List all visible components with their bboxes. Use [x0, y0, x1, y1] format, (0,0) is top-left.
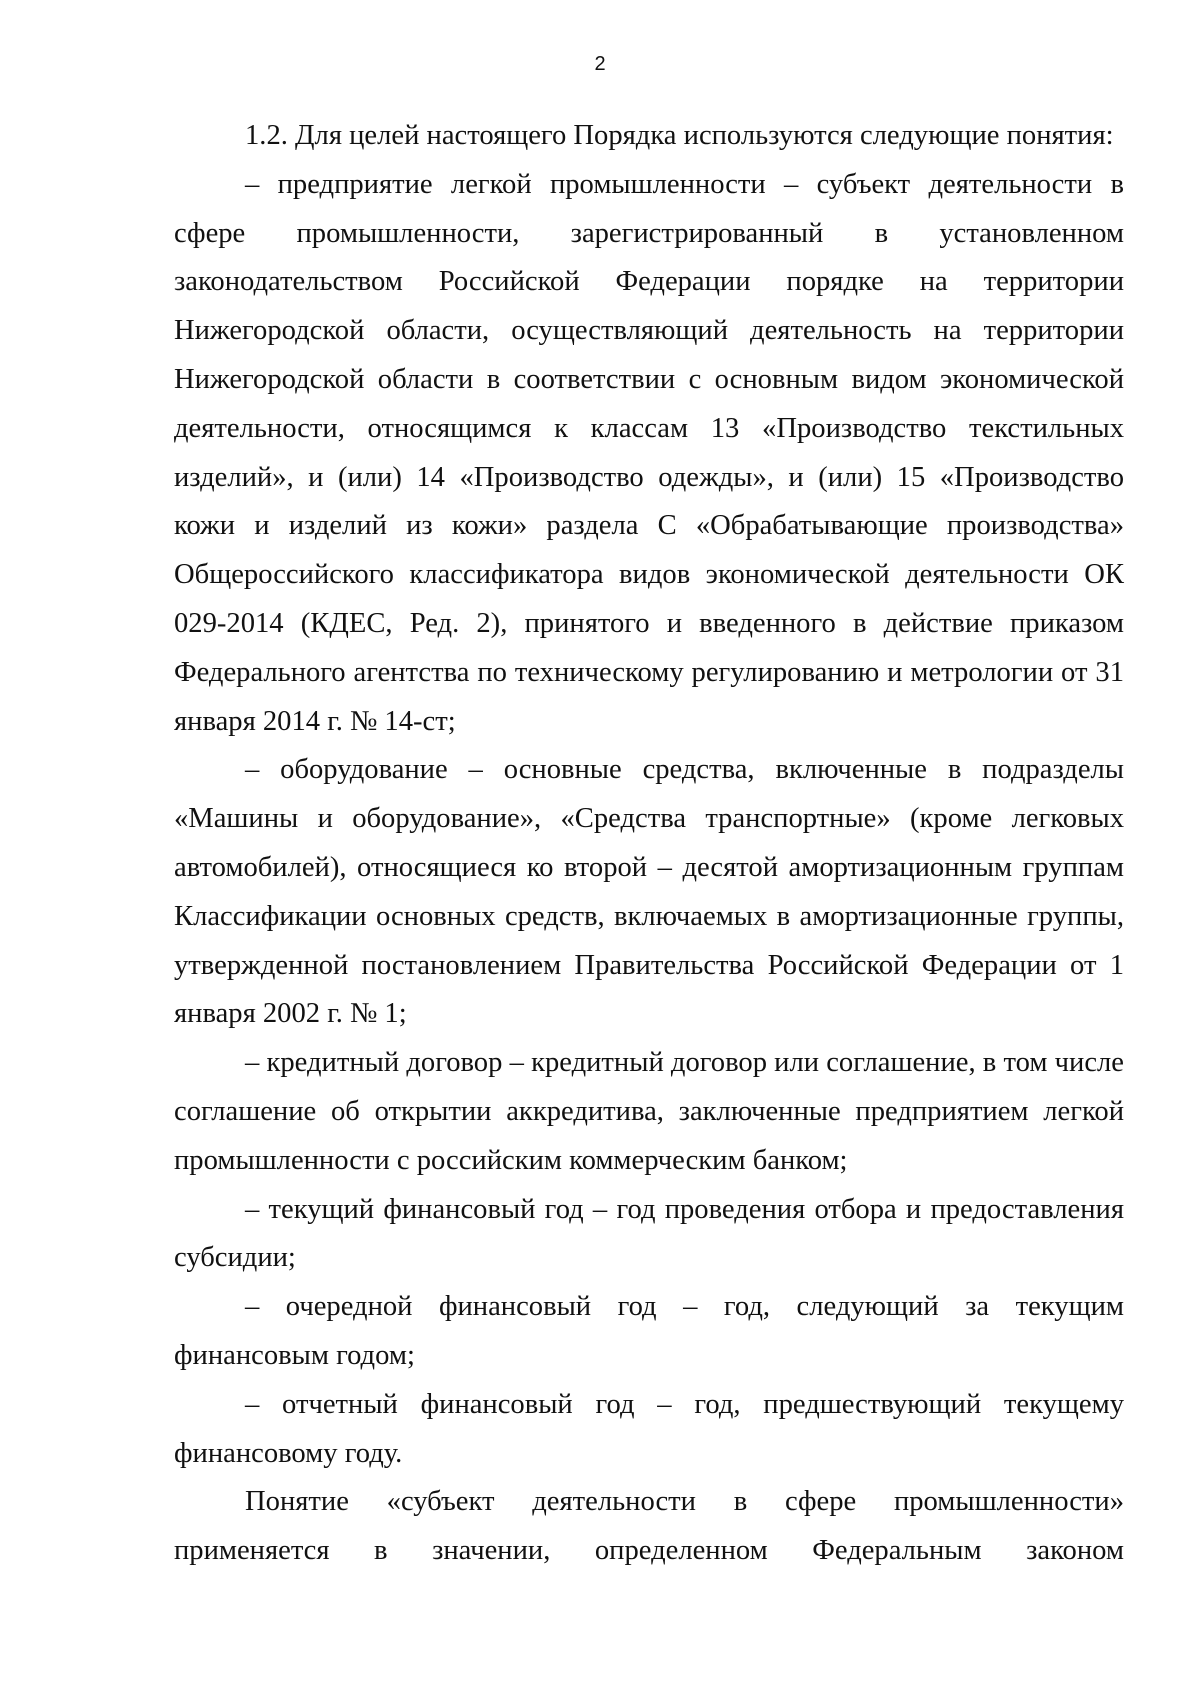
paragraph-light-industry-enterprise: – предприятие легкой промышленности – субъект деятельности в сфере промышленности, зарегистрированный в установленном законодательством Российской Федерации порядке на территории Нижегородской области, осуществляющий деятельность на территории Нижегородской области в соответствии с основным видом экономической деятельности, относящимся к классам 13 «Производство текстильных изделий», и (или) 14 «Производство одежды», и (или) 15 «Производство кожи и изделий из кожи» раздела С «Обрабатывающие производства» Общероссийского классификатора видов экономической деятельности ОК 029-2014 (КДЕС, Ред. 2), принятого и введенного в действие приказом Федерального агентства по техническому регулированию и метрологии от 31 января 2014 г. № 14-ст; — [174, 168, 1124, 737]
paragraph-definitions-intro: 1.2. Для целей настоящего Порядка используются следующие понятия: — [245, 120, 1114, 151]
page-number: 2 — [594, 53, 606, 75]
paragraph-reporting-fiscal-year: – отчетный финансовый год – год, предшествующий текущему финансовому году. — [174, 1388, 1124, 1469]
paragraph-current-fiscal-year: – текущий финансовый год – год проведения отбора и предоставления субсидии; — [174, 1193, 1124, 1274]
paragraph-equipment: – оборудование – основные средства, включенные в подразделы «Машины и оборудование», «Средства транспортные» (кроме легковых автомобилей), относящиеся ко второй – десятой амортизационным группам Классификации основных средств, включаемых в амортизационные группы, утвержденной постановлением Правительства Российской Федерации от 1 января 2002 г. № 1; — [174, 754, 1124, 1030]
paragraph-credit-agreement: – кредитный договор – кредитный договор или соглашение, в том числе соглашение об открытии аккредитива, заключенные предприятием легкой промышленности с российским коммерческим банком; — [174, 1047, 1124, 1176]
paragraph-industry-subject-concept: Понятие «субъект деятельности в сфере промышленности» применяется в значении, определенном Федеральным законом — [174, 1486, 1124, 1567]
paragraph-next-fiscal-year: – очередной финансовый год – год, следующий за текущим финансовым годом; — [174, 1291, 1124, 1371]
document-body — [174, 112, 1124, 1576]
